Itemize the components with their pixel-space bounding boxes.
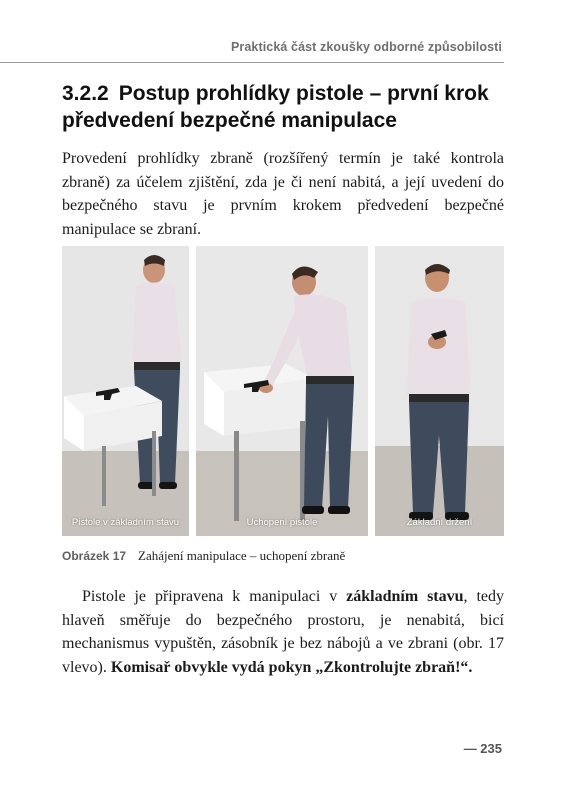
figure-17 [62, 246, 504, 536]
section-heading [62, 80, 512, 134]
photo-basic-grip-illustration [375, 246, 504, 536]
section-title-line2: předvedení bezpečné manipulace [62, 109, 397, 132]
photo-label: Základní držení [406, 517, 473, 528]
main-paragraph [62, 585, 504, 679]
running-header [0, 0, 566, 62]
photo-label: Pistole v základním stavu [71, 517, 180, 528]
header-rule [0, 62, 504, 63]
photo-pistol-base-state-illustration [62, 246, 189, 536]
paragraph-text: , tedy hlaveň směřuje do bezpečného prostoru, je nenabitá, bicí mechanismus vypuštěn, zásobník je bez nábojů a ve zbrani (obr. 17 vlevo). [62, 588, 504, 676]
photo-pistol-base-state [62, 246, 189, 536]
section-title-line1: Postup prohlídky pistole – první krok [118, 82, 489, 105]
figure-caption-number: Obrázek 17 [62, 549, 127, 563]
photo-basic-grip [375, 246, 504, 536]
page-number: — 235 [463, 741, 502, 756]
paragraph-bold-term: základním stavu [346, 588, 464, 605]
figure-caption-text: Zahájení manipulace – uchopení zbraně [138, 548, 346, 563]
photo-label: Uchopení pistole [246, 517, 318, 528]
section-number: 3.2.2 [62, 82, 109, 105]
photo-grasping-pistol [196, 246, 368, 536]
paragraph-bold-instruction: Komisař obvykle vydá pokyn „Zkontrolujte zbraň!“. [110, 658, 473, 676]
paragraph-text: Pistole je připravena k manipulaci v [82, 588, 347, 605]
running-header-title: Praktická část zkoušky odborné způsobilosti [230, 40, 502, 54]
figure-caption [62, 548, 504, 564]
intro-paragraph: Provedení prohlídky zbraně (rozšířený termín je také kontrola zbraně) za účelem zjištění, zda je či není nabitá, a její uvedení do bezpečného stavu je prvním krokem předvedení bezpečné manipulace se zbraní. [62, 150, 504, 238]
photo-grasping-pistol-illustration [196, 246, 368, 536]
